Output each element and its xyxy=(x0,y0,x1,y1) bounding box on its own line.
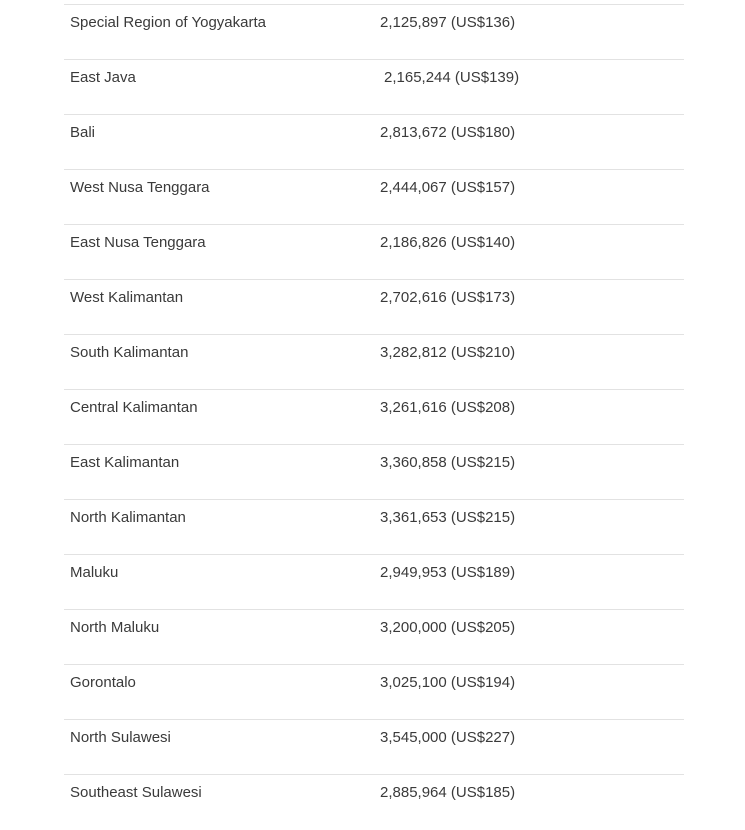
wage-cell: 2,702,616 (US$173) xyxy=(380,289,516,306)
table-row xyxy=(64,225,684,280)
wage-cell: 3,361,653 (US$215) xyxy=(380,509,516,526)
region-cell: East Nusa Tenggara xyxy=(70,234,206,251)
region-cell: North Sulawesi xyxy=(70,729,171,746)
table-row xyxy=(64,335,684,390)
wage-cell: 2,949,953 (US$189) xyxy=(380,564,516,581)
table-row xyxy=(64,5,684,60)
region-cell: Special Region of Yogyakarta xyxy=(70,14,266,31)
region-cell: South Kalimantan xyxy=(70,344,189,361)
table-row xyxy=(64,170,684,225)
table-row xyxy=(64,555,684,610)
table-row xyxy=(64,500,684,555)
wage-cell: 3,261,616 (US$208) xyxy=(380,399,516,416)
table-row xyxy=(64,610,684,665)
wage-cell: 3,545,000 (US$227) xyxy=(380,729,516,746)
wage-cell: 2,813,672 (US$180) xyxy=(380,124,516,141)
table-row xyxy=(64,775,684,830)
region-cell: West Kalimantan xyxy=(70,289,184,306)
wage-cell: 2,444,067 (US$157) xyxy=(380,179,516,196)
minimum-wage-table xyxy=(64,4,684,830)
region-cell: West Nusa Tenggara xyxy=(70,179,210,196)
region-cell: East Java xyxy=(70,69,136,86)
wage-cell: 2,165,244 (US$139) xyxy=(384,69,520,86)
wage-cell: 2,885,964 (US$185) xyxy=(380,784,516,801)
wage-cell: 2,186,826 (US$140) xyxy=(380,234,516,251)
table-row xyxy=(64,720,684,775)
table-row xyxy=(64,390,684,445)
wage-cell: 2,125,897 (US$136) xyxy=(380,14,516,31)
region-cell: Gorontalo xyxy=(70,674,136,691)
region-cell: North Maluku xyxy=(70,619,160,636)
wage-cell: 3,282,812 (US$210) xyxy=(380,344,516,361)
table-row xyxy=(64,445,684,500)
region-cell: Southeast Sulawesi xyxy=(70,784,202,801)
region-cell: North Kalimantan xyxy=(70,509,186,526)
table-row xyxy=(64,665,684,720)
wage-cell: 3,360,858 (US$215) xyxy=(380,454,516,471)
table-row xyxy=(64,115,684,170)
region-cell: Central Kalimantan xyxy=(70,399,198,416)
region-cell: Bali xyxy=(70,124,96,141)
wage-cell: 3,200,000 (US$205) xyxy=(380,619,516,636)
region-cell: East Kalimantan xyxy=(70,454,180,471)
table-row xyxy=(64,60,684,115)
table-row xyxy=(64,280,684,335)
wage-cell: 3,025,100 (US$194) xyxy=(380,674,516,691)
region-cell: Maluku xyxy=(70,564,119,581)
